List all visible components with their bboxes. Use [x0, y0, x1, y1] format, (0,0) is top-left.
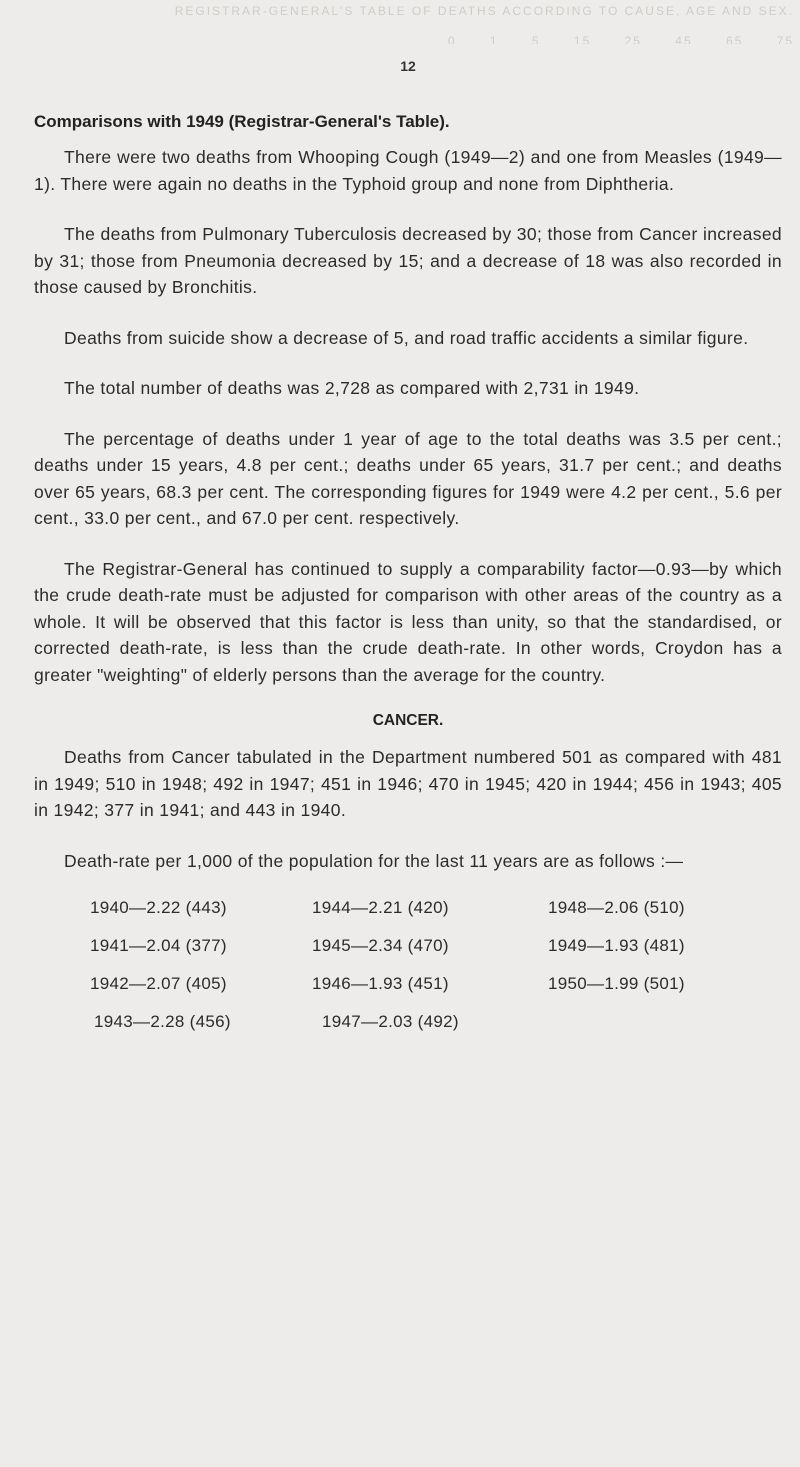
death-rate-row: [34, 898, 782, 936]
section-heading: Comparisons with 1949 (Registrar-General's Table).: [34, 112, 450, 131]
cancer-heading: CANCER.: [372, 712, 444, 729]
paragraph-cancer-deaths: Deaths from Cancer tabulated in the Department numbered 501 as compared with 481 in 1949; 510 in 1948; 492 in 1947; 451 in 1946; 470 in 1945; 420 in 1944; 456 in 1943; 405 in 1942; 377 in 1941; and 443 in 1940.: [34, 747, 782, 820]
death-rate-entry: 1948—2.06 (510): [548, 898, 685, 917]
paragraph-comparability-factor: The Registrar-General has continued to supply a comparability factor—0.93—by which the crude death-rate must be adjusted for comparison with other areas of the country as a whole. It will be observed that this factor is less than unity, so that the standardised, or corrected death-rate, is less than the crude death-rate. In other words, Croydon has a greater "weighting" of elderly persons than the average for the country.: [34, 558, 782, 685]
paragraph-total-deaths: The total number of deaths was 2,728 as compared with 2,731 in 1949.: [64, 378, 640, 398]
death-rate-entry: 1941—2.04 (377): [90, 936, 227, 955]
death-rate-table: [34, 898, 782, 1050]
page-number: 12: [400, 58, 416, 74]
death-rate-entry: 1944—2.21 (420): [312, 898, 449, 917]
death-rate-row: [34, 974, 782, 1012]
death-rate-entry: 1945—2.34 (470): [312, 936, 449, 955]
bleed-through-line-1: REGISTRAR-GENERAL'S TABLE OF DEATHS ACCORDING TO CAUSE, AGE AND SEX.: [174, 4, 794, 18]
death-rate-entry: 1949—1.93 (481): [548, 936, 685, 955]
paragraph-infectious-diseases: There were two deaths from Whooping Cough (1949—2) and one from Measles (1949—1). There were again no deaths in the Typhoid group and none from Diphtheria.: [34, 147, 782, 194]
death-rate-row: [34, 936, 782, 974]
death-rate-entry: 1942—2.07 (405): [90, 974, 227, 993]
death-rate-entry: 1950—1.99 (501): [548, 974, 685, 993]
document-page: [34, 58, 782, 1050]
paragraph-suicide-traffic: Deaths from suicide show a decrease of 5, and road traffic accidents a similar figure.: [64, 327, 749, 348]
death-rate-entry: 1947—2.03 (492): [322, 1012, 459, 1031]
death-rate-entry: 1946—1.93 (451): [312, 974, 449, 993]
paragraph-death-rate-intro: Death-rate per 1,000 of the population for the last 11 years are as follows :—: [64, 850, 684, 871]
bleed-through-line-2: 0 1 5 15 25 45 65 75: [447, 34, 794, 44]
bleed-through-text: [0, 0, 800, 44]
paragraph-tuberculosis-cancer: The deaths from Pulmonary Tuberculosis decreased by 30; those from Cancer increased by 31; those from Pneumonia decreased by 15; and a decrease of 18 was also recorded in those caused by Bronchitis.: [34, 224, 782, 297]
death-rate-row: [34, 1012, 782, 1050]
death-rate-entry: 1943—2.28 (456): [94, 1012, 231, 1031]
death-rate-entry: 1940—2.22 (443): [90, 898, 227, 917]
paragraph-age-percentages: The percentage of deaths under 1 year of age to the total deaths was 3.5 per cent.; deaths under 15 years, 4.8 per cent.; deaths under 65 years, 31.7 per cent.; and deaths over 65 years, 68.3 per cent. The corresponding figures for 1949 were 4.2 per cent., 5.6 per cent., 33.0 per cent., and 67.0 per cent. respectively.: [34, 428, 782, 528]
